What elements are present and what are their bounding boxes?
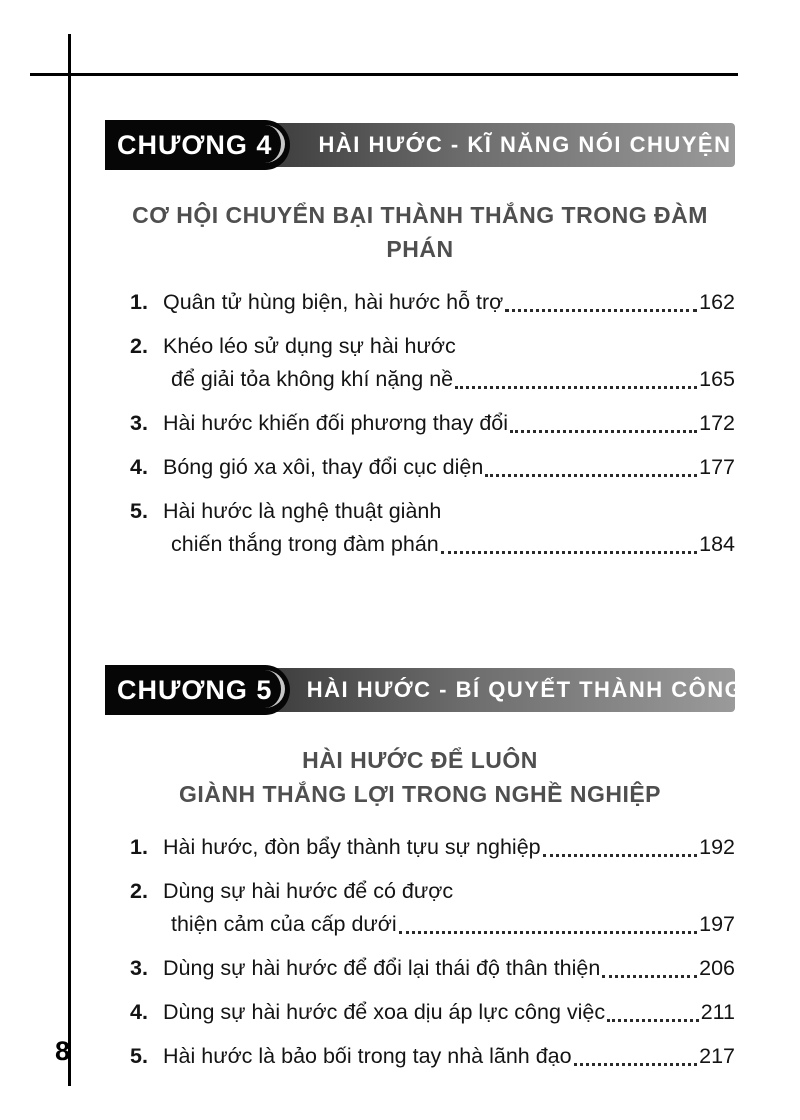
toc-entry	[130, 875, 735, 941]
chapter-5-banner-bar	[255, 668, 744, 712]
entry-page-number: 184	[699, 532, 735, 556]
toc-entry	[130, 1040, 735, 1073]
section-title-line: CƠ HỘI CHUYỂN BẠI THÀNH THẮNG TRONG ĐÀM PHÁN	[132, 202, 708, 262]
toc-entry	[130, 952, 735, 985]
toc-entry	[130, 407, 735, 440]
entry-title: Dùng sự hài hước để có được	[163, 879, 454, 903]
dot-leader	[505, 309, 697, 312]
toc-entry	[130, 996, 735, 1029]
entry-number: 1.	[130, 290, 148, 314]
toc-entry	[130, 495, 735, 561]
chapter-5-toc	[105, 831, 735, 1073]
entry-number: 2.	[130, 334, 148, 358]
entry-page-number: 162	[699, 290, 735, 314]
chapter-5-label-text: CHƯƠNG 5	[117, 674, 273, 705]
dot-leader	[441, 551, 697, 554]
table-of-contents	[105, 120, 744, 1084]
left-page-rule	[68, 34, 71, 1086]
chapter-5-banner-title: HÀI HƯỚC - BÍ QUYẾT THÀNH CÔNG	[306, 677, 744, 702]
toc-entry	[130, 831, 735, 864]
entry-title: Dùng sự hài hước để xoa dịu áp lực công việc	[163, 1000, 606, 1024]
toc-entry	[130, 330, 735, 396]
chapter-5-section-title	[105, 743, 735, 811]
entry-number: 5.	[130, 1044, 148, 1068]
entry-page-number: 165	[699, 367, 735, 391]
entry-title: Dùng sự hài hước để đổi lại thái độ thân thiện	[163, 956, 601, 980]
toc-entry	[130, 451, 735, 484]
entry-page-number: 211	[700, 1000, 735, 1024]
toc-entry	[130, 286, 735, 319]
dot-leader	[485, 474, 697, 477]
chapter-4-banner	[105, 120, 735, 170]
chapter-5-banner	[105, 665, 744, 715]
entry-number: 1.	[130, 835, 148, 859]
entry-page-number: 192	[699, 835, 735, 859]
entry-number: 5.	[130, 499, 148, 523]
entry-page-number: 217	[699, 1044, 735, 1068]
entry-title: Hài hước là nghệ thuật giành	[163, 499, 442, 523]
chapter-4-label-text: CHƯƠNG 4	[117, 129, 273, 160]
dot-leader	[607, 1019, 699, 1022]
entry-title: Hài hước khiến đối phương thay đổi	[163, 411, 509, 435]
entry-page-number: 206	[699, 956, 735, 980]
chapter-4-section-title	[105, 198, 735, 266]
entry-title: Quân tử hùng biện, hài hước hỗ trợ	[163, 290, 504, 314]
dot-leader	[510, 430, 697, 433]
entry-title-continued: để giải tỏa không khí nặng nề	[171, 367, 454, 391]
entry-number: 2.	[130, 879, 148, 903]
chapter-4-banner-bar	[255, 123, 735, 167]
entry-title: Hài hước, đòn bẩy thành tựu sự nghiệp	[163, 835, 541, 859]
dot-leader	[399, 931, 697, 934]
entry-number: 4.	[130, 1000, 148, 1024]
chapter-4-label	[105, 120, 290, 170]
entry-number: 3.	[130, 411, 148, 435]
entry-title-continued: chiến thắng trong đàm phán	[171, 532, 439, 556]
entry-number: 4.	[130, 455, 148, 479]
dot-leader	[602, 975, 697, 978]
entry-page-number: 197	[699, 912, 735, 936]
entry-title: Hài hước là bảo bối trong tay nhà lãnh đạo	[163, 1044, 572, 1068]
dot-leader	[574, 1063, 698, 1066]
entry-title: Bóng gió xa xôi, thay đổi cục diện	[163, 455, 484, 479]
chapter-5-label	[105, 665, 290, 715]
chapter-4-toc	[105, 286, 735, 561]
dot-leader	[455, 386, 697, 389]
entry-page-number: 177	[699, 455, 735, 479]
top-page-rule	[30, 73, 738, 76]
entry-title-continued: thiện cảm của cấp dưới	[171, 912, 397, 936]
entry-title: Khéo léo sử dụng sự hài hước	[163, 334, 456, 358]
dot-leader	[543, 854, 698, 857]
page-number: 8	[55, 1036, 71, 1066]
chapter-4-banner-title: HÀI HƯỚC - KĨ NĂNG NÓI CHUYỆN	[318, 132, 732, 157]
chapter-4-block	[105, 120, 735, 561]
section-title-line: HÀI HƯỚC ĐỂ LUÔN	[302, 747, 538, 773]
chapter-5-block	[105, 665, 744, 1073]
section-title-line: GIÀNH THẮNG LỢI TRONG NGHỀ NGHIỆP	[178, 781, 662, 807]
entry-number: 3.	[130, 956, 148, 980]
entry-page-number: 172	[699, 411, 735, 435]
